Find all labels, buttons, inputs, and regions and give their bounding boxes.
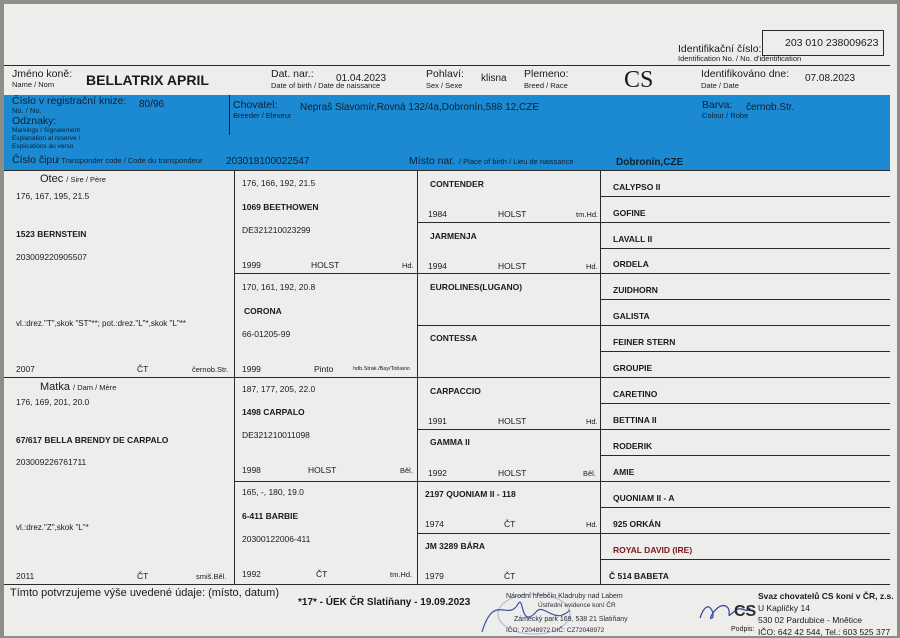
markings-sub-3: Explications au verso (12, 143, 74, 150)
stamp-line-1: Národní hřebčín Kladruby nad Labem (506, 593, 623, 600)
sire-performance: vl.:drez."T",skok "ST"**; pot.:drez."L"*,skok "L"** (16, 319, 186, 328)
sex-label: Pohlaví: (426, 68, 464, 80)
breeder-sub-label: Breeder / Eleveur (233, 111, 292, 120)
reg-sub-label: No. / No. (12, 106, 42, 115)
dam-header: Matka / Dam / Mère (40, 381, 117, 393)
breeder-value: Nepraš Slavomír,Rovná 132/4a,Dobronín,588 12,CZE (300, 102, 540, 113)
gen4-name: GALISTA (613, 311, 650, 321)
gen4-name: BETTINA II (613, 415, 657, 425)
ident-label: Identifikováno dne: (701, 68, 790, 80)
ident-sub-label: Date / Date (701, 81, 739, 90)
stamp-line-4: IČO: 72048972 DIČ: CZ72048972 (506, 627, 605, 634)
horse-name: BELLATRIX APRIL (86, 72, 209, 88)
dam-year: 2011 (16, 571, 35, 581)
dob-sub-label: Date of birth / Date de naissance (271, 81, 381, 90)
reg-label: Číslo v registrační knize: (12, 95, 127, 107)
id-label: Identifikační číslo: (678, 43, 762, 55)
signature-label: Podpis: (731, 626, 755, 633)
markings-label: Odznaky: (12, 115, 57, 127)
dob-value: 01.04.2023 (336, 73, 387, 84)
colour-label: Barva: (702, 99, 733, 111)
sire-name: 1523 BERNSTEIN (16, 229, 87, 239)
chip-value: 203018100022547 (226, 156, 310, 167)
org-line-2: U Kapličky 14 (758, 603, 810, 613)
gen4-name: CALYPSO II (613, 182, 661, 192)
dam-country: ČT (137, 571, 149, 581)
breed-value: CS (624, 67, 654, 93)
dam-performance: vl.:drez."Z",skok "L"* (16, 523, 89, 532)
gen4-name: QUONIAM II - A (613, 493, 675, 503)
sire-header: Otec / Sire / Père (40, 173, 106, 185)
org-line-3: 530 02 Pardubice - Mnětice (758, 615, 862, 625)
name-sub-label: Name / Nom (12, 80, 55, 89)
passport-page: Identifikační číslo: Identification No. / No. d'identification 203 010 238009623 Jméno koně: Name / Nom BELLATRIX APRIL Dat. nar.: Date of birth / Date de naissance 01.04.2023 Pohlaví: Sex / Sexe klisna Plemeno: Breed / Race CS Identifikováno dne: Date / Date 07.08.2023 Číslo v registrační knize: No. / No. 80/96 Odznaky: Markings / Signalement Explanation at reserve / Explications au verso Chovatel: Breeder / Eleveur Nepraš Slavomír,Rovná 132/4a,Dobronín,588 12,CZE Barva: Colour / Robe černob.Str. Číslo čipu / Transponder code / Code du transpondeur 203018100022547 Místo nar. / Place of birth / Lieu de naissance Dobronín,CZE Otec / Sire / Père 176, 167, 195, 21.5 1523 BERNSTEIN 203009220905507 vl.:drez."T",skok "ST"**; pot.:drez."L"*,skok "L"** 2007 ČT černob.Str. Matka / Dam / Mère 176, 169, 201, 20.0 67/617 BELLA BRENDY DE CARPALO 203009226761711 vl.:drez."Z",skok "L"* 2011 ČT smiš.Běl. 176, 166, 192, 21.5 1069 BEETHOWEN DE321210023299 1999 HOLST Hd. 170, 161, 192, 20.8 CORONA 66-01205-99 1999 Pinto hdb.Strak./Bay/Tobiano 187, 177, 205, 22.0 1498 CARPALO DE321210011098 1998 HOLST Běl. 165, -, 180, 19.0 6-411 BARBIE 20300122006-411 1992 ČT tm.Hd. CONTENDER 1984 HOLST tm.Hd. JARMENJA 1994 HOLST Hd. EUROLINES(LUGANO) CONTESSA CARPACCIO 1991 HOLST Hd. GAMMA II 1992 HOLST Běl. 2197 QUONIAM II - 118 1974 ČT Hd. JM 3289 BÁRA 1979 ČT CALYPSO II GOFINE LAVALL II ORDELA ZUIDHORN GALISTA FEINER STERN GROUPIE CARETINO BETTINA II RODERIK AMIE QUONIAM II - A 925 ORKÁN ROYAL DAVID (IRE) Č 514 BABETA Tímto potvrzujeme výše uvedené údaje: (místo, datum) *17* - ÚEK ČR Slatiňany - 19.09.2023 Národní hřebčín Kladruby nad Labem Ústřední evidence koní ČR Zámecký park 169, 538 21 Slatiňany IČO: 72048972 DIČ: CZ72048972 Podpis: CS Svaz chovatelů CS koní v ČR, z.s. U Kapličky 14 530 02 Pardubice - Mnětice IČO: 642 42 544, Tel.: 603 525 377 (4, 4, 897, 636)
stamp-line-2: Ústřední evidence koní ČR (538, 602, 616, 609)
breed-label: Plemeno: (524, 68, 569, 80)
gen4-name: ROYAL DAVID (IRE) (613, 545, 693, 555)
id-sub-label: Identification No. / No. d'identification (678, 54, 802, 63)
org-line-4: IČO: 642 42 544, Tel.: 603 525 377 (758, 627, 891, 637)
gen4-name: ORDELA (613, 259, 649, 269)
chip-label: Číslo čipu (12, 154, 59, 166)
place-date: *17* - ÚEK ČR Slatiňany - 19.09.2023 (298, 597, 471, 608)
sire-reg: 203009220905507 (16, 252, 87, 262)
name-label: Jméno koně: (12, 68, 73, 80)
reg-value: 80/96 (139, 99, 165, 110)
place-sub-label: / Place of birth / Lieu de naissance (459, 157, 574, 166)
org-line-1: Svaz chovatelů CS koní v ČR, z.s. (758, 591, 894, 601)
markings-sub-2: Explanation at reserve / (12, 135, 81, 142)
sex-value: klisna (481, 73, 507, 84)
sire-measures: 176, 167, 195, 21.5 (16, 191, 90, 201)
dam-measures: 176, 169, 201, 20.0 (16, 397, 90, 407)
colour-value: černob.Str. (746, 102, 795, 113)
colour-sub-label: Colour / Robe (702, 111, 749, 120)
breeder-label: Chovatel: (233, 99, 278, 111)
dam-colour: smiš.Běl. (196, 572, 227, 581)
place-label: Místo nar. (409, 155, 456, 167)
gen4-name: LAVALL II (613, 234, 653, 244)
dam-name: 67/617 BELLA BRENDY DE CARPALO (16, 435, 169, 445)
stamp-line-3: Zámecký park 169, 538 21 Slatiňany (514, 616, 628, 623)
gen4-name: GROUPIE (613, 363, 653, 373)
gen4-name: CARETINO (613, 389, 658, 399)
gen4-name: ZUIDHORN (613, 285, 658, 295)
sire-country: ČT (137, 364, 149, 374)
gen4-name: 925 ORKÁN (613, 519, 661, 529)
gen4-name: GOFINE (613, 208, 646, 218)
markings-sub-1: Markings / Signalement (12, 127, 80, 134)
sire-year: 2007 (16, 364, 35, 374)
gen4-name: RODERIK (613, 441, 653, 451)
place-value: Dobronín,CZE (616, 157, 684, 168)
id-value: 203 010 238009623 (785, 37, 879, 49)
ident-date: 07.08.2023 (805, 73, 856, 84)
sex-sub-label: Sex / Sexe (426, 81, 463, 90)
org-logo: CS (734, 603, 757, 620)
gen4-name: Č 514 BABETA (609, 571, 669, 581)
sire-colour: černob.Str. (192, 365, 229, 374)
dam-reg: 203009226761711 (16, 457, 87, 467)
dob-label: Dat. nar.: (271, 68, 314, 80)
gen4-name: FEINER STERN (613, 337, 676, 347)
gen4-name: AMIE (613, 467, 635, 477)
confirm-text: Tímto potvrzujeme výše uvedené údaje: (místo, datum) (10, 587, 280, 599)
breed-sub-label: Breed / Race (524, 81, 568, 90)
chip-sub-label: / Transponder code / Code du transpondeur (57, 156, 203, 165)
